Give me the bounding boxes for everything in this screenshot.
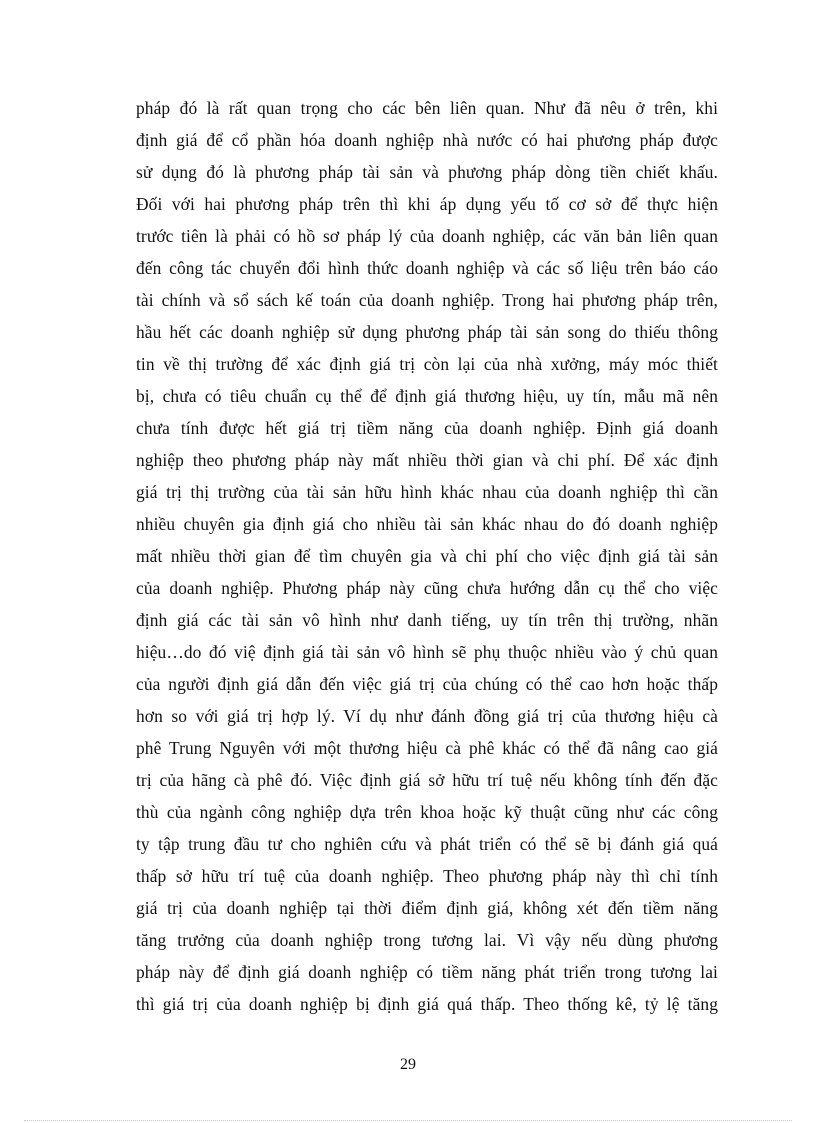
text-line: thì giá trị của doanh nghiệp bị định giá quá thấp. Theo thống kê, tỷ lệ tăng [136,994,718,1014]
text-line: Đối với hai phương pháp trên thì khi áp dụng yếu tố cơ sở để thực hiện [136,194,718,214]
text-line: trị của hãng cà phê đó. Việc định giá sở hữu trí tuệ nếu không tính đến đặc [136,770,718,790]
text-line: hơn so với giá trị hợp lý. Ví dụ như đánh đồng giá trị của thương hiệu cà [136,706,718,726]
text-line: của doanh nghiệp. Phương pháp này cũng chưa hướng dẫn cụ thể cho việc [136,578,718,598]
text-line: tin về thị trường để xác định giá trị còn lại của nhà xưởng, máy móc thiết [136,354,718,374]
text-line: bị, chưa có tiêu chuẩn cụ thể để định giá thương hiệu, uy tín, mẫu mã nên [136,386,718,406]
text-line: tăng trưởng của doanh nghiệp trong tương lai. Vì vậy nếu dùng phương [136,930,718,950]
text-line: giá trị của doanh nghiệp tại thời điểm định giá, không xét đến tiềm năng [136,898,718,918]
text-line: thấp sở hữu trí tuệ của doanh nghiệp. Theo phương pháp này thì chỉ tính [136,866,718,886]
text-line: thù của ngành công nghiệp dựa trên khoa hoặc kỹ thuật cũng như các công [136,802,718,822]
text-line: tài chính và sổ sách kế toán của doanh nghiệp. Trong hai phương pháp trên, [136,290,718,310]
text-line: đến công tác chuyển đổi hình thức doanh nghiệp và các số liệu trên báo cáo [136,258,718,278]
text-line: pháp đó là rất quan trọng cho các bên liên quan. Như đã nêu ở trên, khi [136,98,718,118]
text-line: của người định giá dẫn đến việc giá trị của chúng có thể cao hơn hoặc thấp [136,674,718,694]
text-line: hầu hết các doanh nghiệp sử dụng phương pháp tài sản song do thiếu thông [136,322,718,342]
text-line: nghiệp theo phương pháp này mất nhiều thời gian và chi phí. Để xác định [136,450,718,470]
text-line: pháp này để định giá doanh nghiệp có tiềm năng phát triển trong tương lai [136,962,718,982]
page-number: 29 [400,1056,416,1073]
text-line: sử dụng đó là phương pháp tài sản và phương pháp dòng tiền chiết khấu. [136,162,718,182]
text-line: chưa tính được hết giá trị tiềm năng của doanh nghiệp. Định giá doanh [136,418,718,438]
text-line: định giá để cổ phần hóa doanh nghiệp nhà nước có hai phương pháp được [136,130,718,150]
text-line: phê Trung Nguyên với một thương hiệu cà phê khác có thể đã nâng cao giá [136,738,718,758]
text-line: mất nhiều thời gian để tìm chuyên gia và chi phí cho việc định giá tài sản [136,546,718,566]
page-bottom-border [24,1120,792,1121]
text-line: trước tiên là phải có hồ sơ pháp lý của doanh nghiệp, các văn bản liên quan [136,226,718,246]
text-line: ty tập trung đầu tư cho nghiên cứu và phát triển có thể sẽ bị đánh giá quá [136,834,718,854]
text-line: nhiều chuyên gia định giá cho nhiều tài sản khác nhau do đó doanh nghiệp [136,514,718,534]
body-paragraph [136,92,718,1020]
text-line: giá trị thị trường của tài sản hữu hình khác nhau của doanh nghiệp thì cần [136,482,718,502]
text-line: định giá các tài sản vô hình như danh tiếng, uy tín trên thị trường, nhãn [136,610,718,630]
text-line: hiệu…do đó việ định giá tài sản vô hình sẽ phụ thuộc nhiều vào ý chủ quan [136,642,718,662]
